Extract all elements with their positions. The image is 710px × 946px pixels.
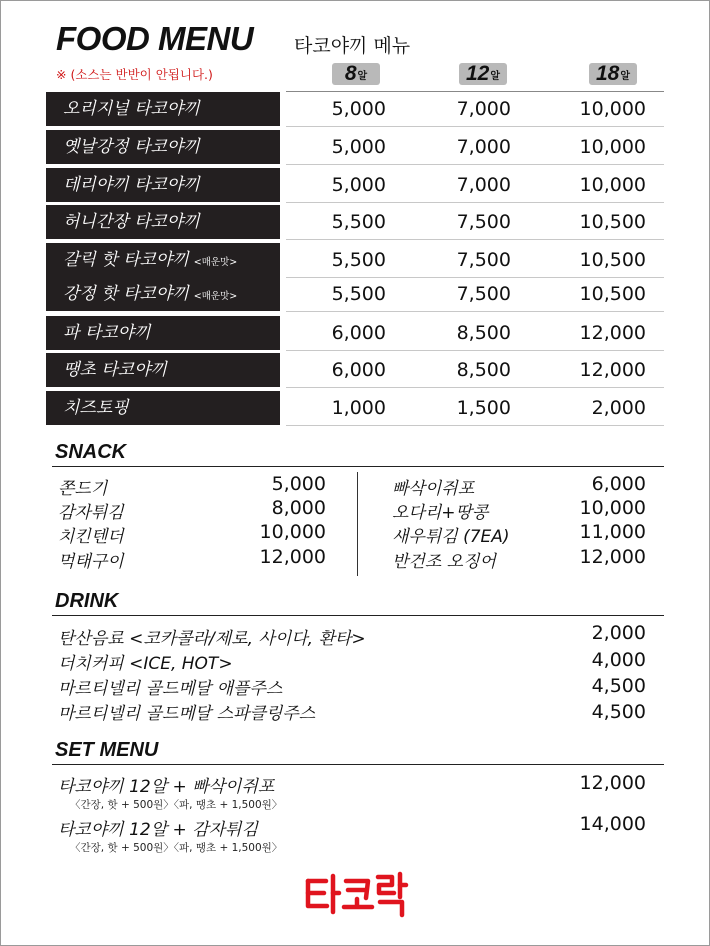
drink-item-price: 4,500 [591,675,646,697]
price-8: 5,500 [331,211,386,233]
price-8: 5,000 [331,98,386,120]
set-item-price: 12,000 [579,772,646,794]
item-note: <매운맛> [193,257,238,268]
drink-item-name: 탄산음료 <코카콜라/제로, 사이다, 환타> [58,629,366,649]
price-18: 10,500 [579,283,646,305]
size-unit: 알 [490,71,501,82]
set-menu-rule [52,764,664,765]
price-12: 1,500 [456,397,511,419]
item-name: 갈릭 핫 타코야끼 [63,250,189,270]
menu-row [46,391,664,428]
price-18: 12,000 [579,322,646,344]
snack-item-name: 치킨텐더 [58,527,124,547]
snack-title: SNACK [55,441,127,463]
item-name-box [46,316,280,350]
size-unit: 알 [620,71,631,82]
size-badge-8 [332,63,380,85]
set-item-option: 〈간장, 핫 + 500원〉〈파, 땡초 + 1,500원〉 [70,799,283,811]
snack-item-name: 반건조 오징어 [392,552,496,572]
row-divider [286,239,664,240]
brand-logo-lettering [308,874,406,915]
drink-item-price: 2,000 [591,622,646,644]
item-name-box [46,277,280,311]
price-12: 7,000 [456,174,511,196]
snack-rule [52,466,664,467]
size-badge-18 [589,63,637,85]
drink-item-name: 마르티넬리 골드메달 스파클링주스 [58,704,316,724]
menu-row [46,277,664,314]
sauce-note: ※ (소스는 반반이 안됩니다.) [56,67,213,82]
item-name-box [46,391,280,425]
item-name: 땡초 타코야끼 [63,360,167,380]
drink-item-name: 마르티넬리 골드메달 애플주스 [58,679,283,699]
price-12: 8,500 [456,359,511,381]
snack-item-price: 12,000 [579,546,646,568]
item-name-box [46,92,280,126]
price-12: 7,000 [456,98,511,120]
set-item-price: 14,000 [579,813,646,835]
snack-item-price: 10,000 [259,521,326,543]
set-item-option: 〈간장, 핫 + 500원〉〈파, 땡초 + 1,500원〉 [70,842,283,854]
item-name-box [46,353,280,387]
brand-logo [302,870,414,920]
price-8: 6,000 [331,359,386,381]
snack-item-price: 12,000 [259,546,326,568]
item-name: 강정 핫 타코야끼 [63,284,189,304]
item-name-box [46,130,280,164]
snack-item-price: 10,000 [579,497,646,519]
menu-row [46,168,664,205]
snack-item-name: 먹태구이 [58,552,124,572]
size-unit: 알 [357,71,368,82]
item-name: 데리야끼 타코야끼 [63,175,200,195]
price-18: 10,500 [579,211,646,233]
price-18: 10,000 [579,174,646,196]
drink-title: DRINK [55,590,119,612]
price-8: 6,000 [331,322,386,344]
set-item-name: 타코야끼 12알 + 빠삭이쥐포 [58,777,275,797]
row-divider [286,387,664,388]
menu-row [46,243,664,280]
snack-item-name: 감자튀김 [58,503,124,523]
row-divider [286,425,664,426]
item-note: <매운맛> [193,291,238,302]
snack-column-divider [357,472,358,576]
price-8: 5,000 [331,174,386,196]
snack-item-price: 11,000 [579,521,646,543]
drink-item-price: 4,500 [591,701,646,723]
price-18: 10,000 [579,136,646,158]
set-item-name: 타코야끼 12알 + 감자튀김 [58,820,258,840]
price-18: 2,000 [591,397,646,419]
price-12: 8,500 [456,322,511,344]
price-18: 12,000 [579,359,646,381]
row-divider [286,311,664,312]
menu-row [46,130,664,167]
item-name-box [46,205,280,239]
price-18: 10,000 [579,98,646,120]
price-8: 5,500 [331,249,386,271]
snack-item-price: 6,000 [591,473,646,495]
row-divider [286,202,664,203]
snack-item-name: 빠삭이쥐포 [392,479,475,499]
snack-item-price: 8,000 [271,497,326,519]
menu-row [46,316,664,353]
menu-row [46,353,664,390]
item-name: 허니간장 타코야끼 [63,212,200,232]
size-number: 18 [595,62,620,85]
snack-item-name: 쫀드기 [58,479,108,499]
item-name: 오리지널 타코야끼 [63,99,200,119]
size-badge-12 [459,63,507,85]
price-8: 5,000 [331,136,386,158]
row-divider [286,126,664,127]
price-12: 7,000 [456,136,511,158]
drink-item-name: 더치커피 <ICE, HOT> [58,654,233,674]
price-8: 1,000 [331,397,386,419]
price-12: 7,500 [456,211,511,233]
snack-item-name: 오다리+땅콩 [392,503,489,523]
price-18: 10,500 [579,249,646,271]
row-divider [286,164,664,165]
snack-item-price: 5,000 [271,473,326,495]
snack-item-name: 새우튀김 (7EA) [392,527,510,547]
item-name-box [46,168,280,202]
size-number: 8 [344,62,357,85]
size-number: 12 [465,62,490,85]
item-name: 파 타코야끼 [63,323,151,343]
price-8: 5,500 [331,283,386,305]
drink-rule [52,615,664,616]
price-12: 7,500 [456,249,511,271]
price-12: 7,500 [456,283,511,305]
item-name: 옛날강정 타코야끼 [63,137,200,157]
drink-item-price: 4,000 [591,649,646,671]
row-divider [286,350,664,351]
item-name-box [46,243,280,277]
menu-row [46,92,664,129]
menu-title: FOOD MENU [56,20,254,57]
menu-title-korean: 타코야끼 메뉴 [294,35,411,57]
item-name: 치즈토핑 [63,398,129,418]
menu-row [46,205,664,242]
set-menu-title: SET MENU [55,739,159,761]
